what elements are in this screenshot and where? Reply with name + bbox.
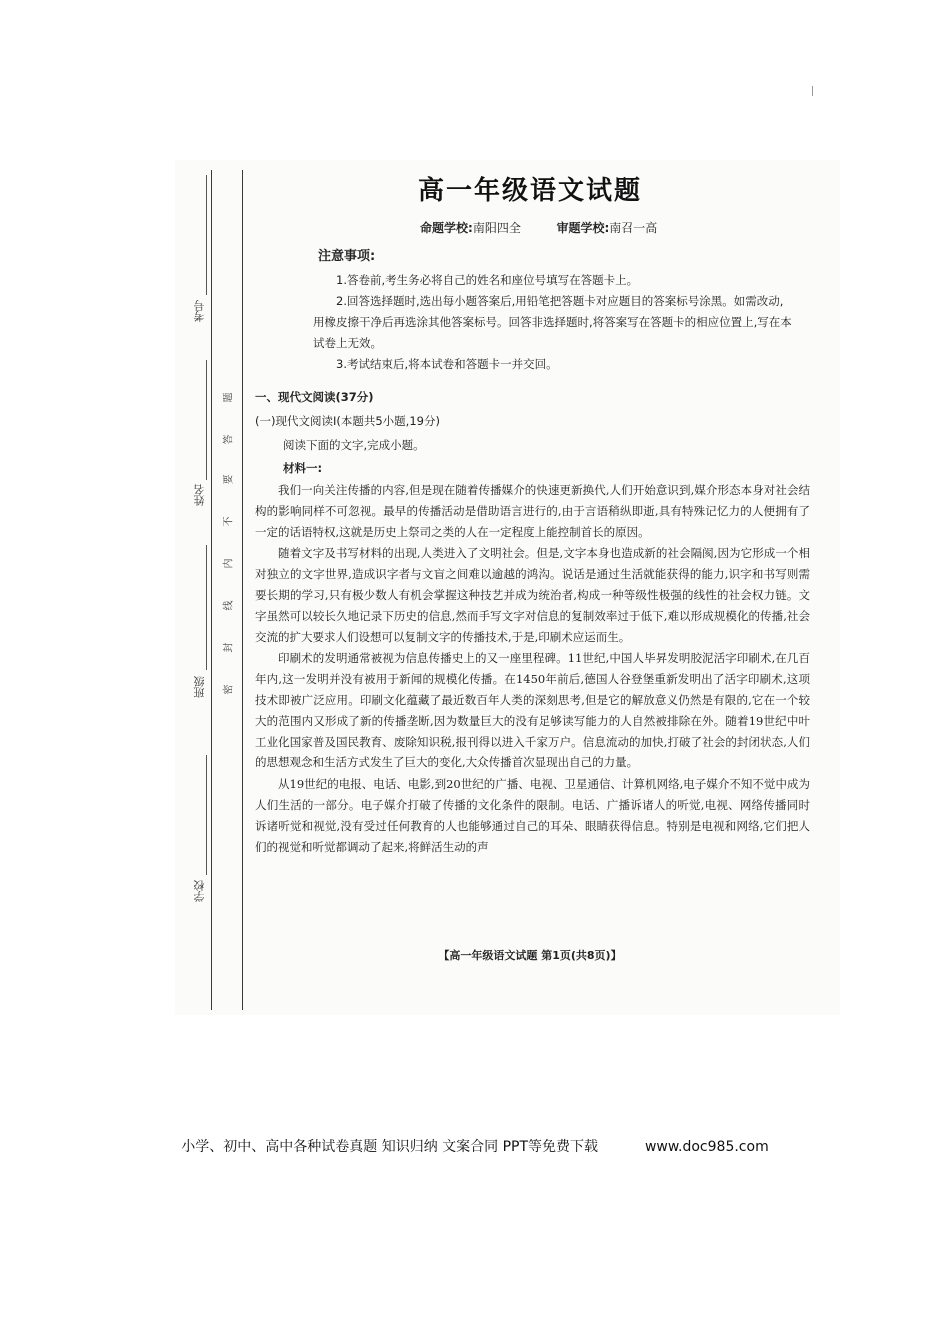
- section-heading: 一、现代文阅读(37分): [255, 390, 374, 404]
- scan-mark: [812, 86, 813, 96]
- reading-passage: [255, 480, 810, 858]
- seal-char-7: 封: [223, 642, 235, 653]
- reading-instruction: 阅读下面的文字,完成小题。: [283, 438, 425, 452]
- school-info: [420, 219, 657, 236]
- download-banner: [0, 1136, 950, 1156]
- class-label: 班级: [193, 676, 206, 698]
- notice-item-3: 3.考试结束后,将本试卷和答题卡一并交回。: [336, 357, 558, 371]
- reviewer-label: 审题学校:: [556, 221, 610, 235]
- paragraph-3: 印刷术的发明通常被视为信息传播史上的又一座里程碑。11世纪,中国人毕昇发明胶泥活字印刷术,在几百年内,这一发明并没有被用于新闻的规模化传播。在1450年前后,德国人谷登堡重新发明出了活字印刷术,这项技术即被广泛应用。印刷文化蕴藏了最近数百年人类的深刻思考,但是它的解放意义仍然是有限的,它在一个较大的范围内又形成了新的传播垄断,因为数量巨大的没有足够读写能力的人自然被排除在外。随着19世纪中叶工业化国家普及国民教育、废除知识税,报刊得以进入千家万户。信息流动的加快,打破了社会的封闭状态,人们的思想观念和生活方式发生了巨大的变化,大众传播首次显现出自己的力量。: [255, 651, 810, 770]
- seal-char-1: 题: [223, 392, 235, 403]
- reviewer-value: 南召一高: [609, 221, 658, 235]
- notice-item-1: 1.答卷前,考生务必将自己的姓名和座位号填写在答题卡上。: [336, 273, 639, 287]
- paragraph-2: 随着文字及书写材料的出现,人类进入了文明社会。但是,文字本身也造成新的社会隔阂,因为它形成一个相对独立的文字世界,造成识字者与文盲之间难以逾越的鸿沟。说话是通过生活就能获得的能力,识字和书写则需要长期的学习,只有极少数人有机会掌握这种技艺并成为统治者,构成一种等级性极强的线性的社会权力链。文字虽然可以较长久地记录下历史的信息,然而手写文字对信息的复制效率过于低下,难以形成规模化的传播,社会交流的扩大要求人们设想可以复制文字的传播技术,于是,印刷术应运而生。: [255, 546, 810, 644]
- paragraph-4: 从19世纪的电报、电话、电影,到20世纪的广播、电视、卫星通信、计算机网络,电子媒介不知不觉中成为人们生活的一部分。电子媒介打破了传播的文化条件的限制。电话、广播诉诸人的听觉,电视、网络传播同时诉诸听觉和视觉,没有受过任何教育的人也能够通过自己的耳朵、眼睛获得信息。特别是电视和网络,它们把人们的视觉和听觉都调动了起来,将鲜活生动的声: [255, 777, 810, 854]
- school-label: 学校: [193, 880, 206, 902]
- school-line: [206, 755, 207, 875]
- seal-char-4: 不: [223, 516, 235, 527]
- notice-title: 注意事项:: [318, 249, 376, 264]
- setter-label: 命题学校:: [420, 221, 473, 235]
- notice-item-2: 2.回答选择题时,选出每小题答案后,用铅笔把答题卡对应题目的答案标号涂黑。如需改动,用橡皮擦干净后再选涂其他答案标号。回答非选择题时,将答案写在答题卡的相应位置上,写在本试卷上无效。: [313, 294, 792, 350]
- margin-line-outer: [211, 170, 212, 1010]
- setter-value: 南阳四全: [472, 221, 521, 235]
- seal-char-8: 密: [223, 684, 235, 695]
- class-line: [206, 545, 207, 670]
- name-line: [206, 360, 207, 480]
- exam-number-label: 考号: [193, 300, 206, 322]
- seal-char-6: 线: [223, 600, 235, 611]
- exam-number-line: [206, 175, 207, 295]
- section-subheading: (一)现代文阅读Ⅰ(本题共5小题,19分): [255, 414, 440, 428]
- seal-char-2: 答: [223, 434, 235, 445]
- page-footer: 【高一年级语文试题 第1页(共8页)】: [438, 949, 622, 962]
- banner-text: 小学、初中、高中各种试卷真题 知识归纳 文案合同 PPT等免费下载: [181, 1139, 599, 1155]
- page-title: 高一年级语文试题: [417, 176, 642, 206]
- seal-char-5: 内: [223, 558, 235, 569]
- seal-char-3: 要: [223, 474, 235, 485]
- notice-list: [313, 270, 793, 375]
- banner-link[interactable]: www.doc985.com: [644, 1139, 769, 1155]
- material-label: 材料一:: [283, 461, 323, 475]
- paragraph-1: 我们一向关注传播的内容,但是现在随着传播媒介的快速更新换代,人们开始意识到,媒介形态本身对社会结构的影响同样不可忽视。最早的传播活动是借助语言进行的,由于言语稍纵即逝,具有特殊记忆力的人便拥有了一定的话语特权,这就是历史上祭司之类的人在一定程度上能控制首长的原因。: [255, 483, 810, 539]
- margin-line-inner: [242, 170, 243, 1010]
- name-label: 姓名: [193, 484, 206, 506]
